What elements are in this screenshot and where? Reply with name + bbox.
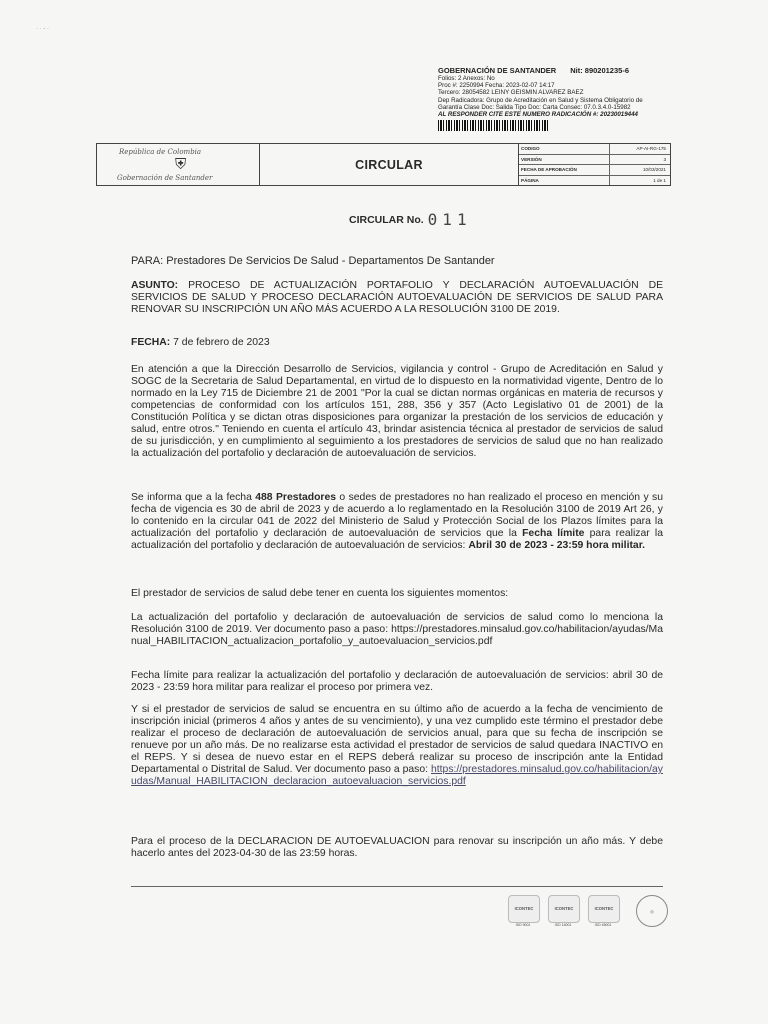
certification-logos: [508, 895, 668, 927]
meta-value: 1 de 1: [653, 177, 666, 183]
fecha-line: [131, 337, 663, 349]
fecha-text: 7 de febrero de 2023: [173, 337, 270, 348]
para-label: PARA:: [131, 255, 164, 267]
certification-badge: [508, 895, 538, 927]
meta-row: [519, 155, 670, 166]
paragraph-2: [131, 492, 663, 552]
meta-row: [519, 176, 670, 186]
meta-value: AP-AI-RG-175: [636, 146, 666, 152]
meta-value: 10/03/2021: [643, 167, 666, 173]
radicado-stamp: [438, 66, 668, 131]
stamp-nit: Nit: 890201235-6: [570, 66, 629, 75]
meta-value: 3: [663, 156, 666, 162]
para-text: Prestadores De Servicios De Salud - Departamentos De Santander: [166, 255, 495, 267]
p2-bold-deadline-label: Fecha límite: [522, 528, 585, 539]
icontec-seal-icon: ICONTEC: [508, 895, 540, 923]
meta-key: FECHA DE APROBACIÓN: [519, 165, 610, 175]
stamp-org: GOBERNACIÓN DE SANTANDER: [438, 66, 557, 75]
meta-key: CODIGO: [519, 144, 610, 154]
stamp-line: Dep Radicadora: Grupo de Acreditación en Salud y Sistema Obligatorio de: [438, 96, 643, 104]
asunto-block: [131, 280, 663, 316]
para-line: [131, 255, 663, 267]
circular-number-value: 011: [427, 210, 472, 229]
gobernacion-logo: [97, 144, 260, 185]
p2-bold-count: 488 Prestadores: [255, 492, 337, 503]
stamp-line: Tercero: 28054582 LEINY GEISMIN ALVAREZ BAEZ: [438, 89, 584, 97]
stamp-line: Proc #: 2250994 Fecha: 2023-02-07 14:17: [438, 82, 555, 90]
round-seal-icon: ◎: [636, 895, 668, 927]
icontec-seal-icon: ICONTEC: [548, 895, 580, 923]
paragraph-7: Para el proceso de la DECLARACION DE AUTOEVALUACION para renovar su inscripción un año más. Y debe hacerlo antes del 2023-04-30 de las 23:59 horas.: [131, 836, 663, 859]
p6-text: Y si el prestador de servicios de salud se encuentra en su último año de acuerdo a la fecha de vencimiento de inscripción inicial (primeros 4 años y antes de su vencimiento), y una vez cumplido este término el prestador debe realizar el proceso de declaración de autoevaluación de servicios anual, para que su fecha de inscripción se renueve por un año más. De no realizarse esta actividad el prestador de servicios de salud quedara INACTIVO en el REPS. Y si desea de nuevo estar en el REPS deberá realizar su proceso de inscripción ante la Entidad Departamental o Distrital de Salud. Ver documento paso a paso:: [131, 704, 663, 775]
header-meta-table: [519, 144, 670, 185]
manual-declaracion-link[interactable]: https://prestadores.minsalud.gov.co/habilitacion/ayudas/Manual_HABILITACION_declaracion_autoevaluacion_servicios.pdf: [131, 764, 663, 787]
asunto-label: ASUNTO:: [131, 280, 179, 291]
p2-text: o sedes de prestadores no han realizado el proceso en mención y su fecha de vigencia es 30 de abril de 2023 y de acuerdo a lo reglamentado en la Resolución 3100 de 2019 Art 26, y lo contenido en la circular 041 de 2022 del Ministerio de Salud y Protección Social de los Plazos límites para la actualización del portafolio y declaración de autoevaluación de servicios que la: [131, 492, 663, 539]
p2-text: para realizar la actualización del portafolio y declaración de autoevaluación de servicios:: [131, 528, 663, 551]
meta-key: VERSIÓN: [519, 155, 610, 165]
logo-text-bottom: Gobernación de Santander: [117, 174, 213, 182]
paragraph-4: [131, 612, 663, 648]
paragraph-5: Fecha límite para realizar la actualización del portafolio y declaración de autoevaluación de servicios: abril 30 de 2023 - 23:59 hora militar para realizar el proceso por primera vez.: [131, 670, 663, 693]
stamp-cite: AL RESPONDER CITE ESTE NUMERO RADICACIÓN #: 20230019444: [438, 111, 639, 119]
p4-text: La actualización del portafolio y declaración de autoevaluación de servicios de salud como lo menciona la Resolución 3100 de 2019. Ver documento paso a paso:: [131, 612, 663, 635]
stamp-line: Garantía Clase Doc: Salida Tipo Doc: Carta Consec: 07.0.3.4.0-15982: [438, 103, 631, 111]
fecha-label: FECHA:: [131, 337, 171, 348]
cert-caption: ISO 14001: [554, 923, 572, 927]
paragraph-6: [131, 704, 663, 788]
cert-caption: ISO 9001: [515, 923, 531, 927]
stamp-header: [438, 66, 668, 75]
logo-text-top: República de Colombia: [119, 148, 202, 156]
footer-divider: [131, 886, 663, 887]
circular-label: CIRCULAR No.: [349, 214, 424, 226]
paragraph-3: El prestador de servicios de salud debe tener en cuenta los siguientes momentos:: [131, 588, 509, 599]
meta-row: [519, 144, 670, 155]
icontec-seal-icon: ICONTEC: [588, 895, 620, 923]
header-title: CIRCULAR: [260, 144, 519, 185]
p2-text: Se informa que a la fecha: [131, 492, 256, 503]
manual-actualizacion-link[interactable]: https://prestadores.minsalud.gov.co/habilitacion/ayudas/Manual_HABILITACION_actualizacion_portafolio_y_autoevaluacion_servicios.pdf: [131, 624, 663, 647]
certification-badge: [548, 895, 578, 927]
coat-of-arms-icon: ⛨: [175, 155, 187, 173]
circular-number: [349, 208, 472, 227]
meta-row: [519, 165, 670, 176]
certification-badge: [588, 895, 618, 927]
scan-artifact: · · - ·: [36, 26, 49, 32]
asunto-text: PROCESO DE ACTUALIZACIÓN PORTAFOLIO Y DECLARACIÓN AUTOEVALUACIÓN DE SERVICIOS DE SALUD Y PROCESO DECLARACIÓN AUTOEVALUACIÓN DE SERVICIOS DE SALUD PARA RENOVAR SU INSCRIPCIÓN UN AÑO MÁS ACUERDO A LA RESOLUCIÓN 3100 DE 2019.: [131, 280, 664, 315]
cert-caption: ISO 45001: [594, 923, 612, 927]
paragraph-1: En atención a que la Dirección Desarrollo de Servicios, vigilancia y control - Grupo de Acreditación en Salud y SOGC de la Secretaria de Salud Departamental, en virtud de lo dispuesto en la normatividad vigente, Dentro de lo normado en la Ley 715 de Diciembre 21 de 2001 "Por la cual se dictan normas orgánicas en materia de recursos y competencias de conformidad con los artículos 151, 288, 356 y 357 (Acto Legislativo 01 de 2001) de la Constitución Política y se dictan otras disposiciones para organizar la prestación de los servicios de educación y salud, entre otros." Teniendo en cuenta el artículo 43, brindar asistencia técnica al prestador de servicios de salud de su jurisdicción, y en cumplimiento al seguimiento a los prestadores de servicios de salud que no han realizado la actualización del portafolio y declaración de autoevaluación de servicios.: [131, 364, 663, 459]
barcode: [438, 120, 550, 131]
stamp-line: Folios: 2 Anexos: No: [438, 75, 495, 82]
document-header: [96, 143, 671, 186]
p2-bold-deadline: Abril 30 de 2023 - 23:59 hora militar.: [468, 540, 646, 551]
meta-key: PÁGINA: [519, 176, 610, 186]
